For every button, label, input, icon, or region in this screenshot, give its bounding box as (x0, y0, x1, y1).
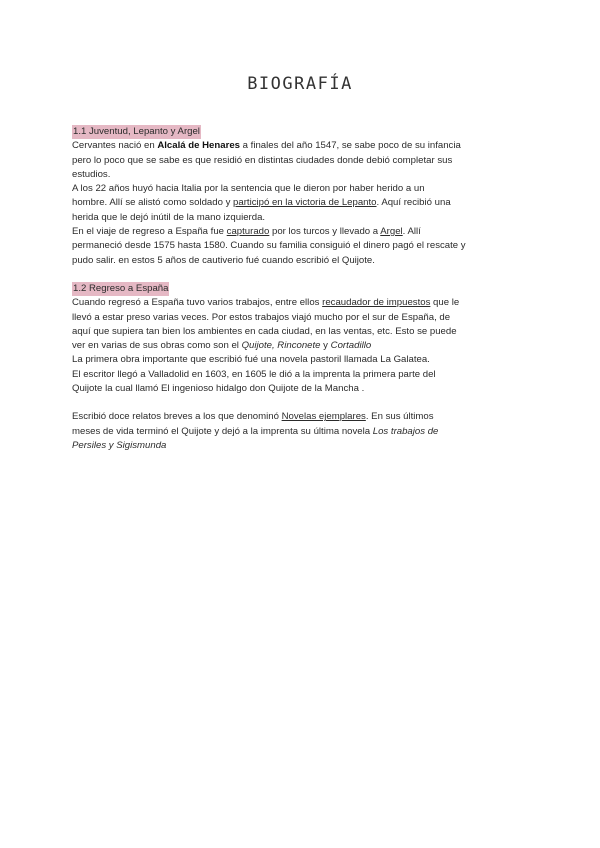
paragraph-line: estudios. (72, 168, 111, 180)
section-gap (72, 396, 534, 410)
section-heading-highlight: 1.1 Juventud, Lepanto y Argel (72, 125, 201, 139)
paragraph-line: herida que le dejó inútil de la mano izquierda. (72, 211, 266, 223)
italic-text: Cortadillo (330, 340, 372, 352)
text-span: meses de vida terminó el Quijote y dejó a la imprenta su última novela (72, 425, 373, 437)
text-span: a finales del año 1547, se sabe poco de su infancia (240, 140, 461, 152)
underlined-text: Novelas ejemplares (281, 411, 366, 423)
paragraph-line: aquí que supiera tan bien los ambientes en cada ciudad, en las ventas, etc. Esto se puede (72, 325, 457, 337)
italic-text: Quijote, Rinconete (241, 340, 321, 352)
text-span: En el viaje de regreso a España fue (72, 226, 227, 238)
paragraph-line: Persiles y Sigismunda (72, 439, 167, 451)
paragraph-line (72, 425, 534, 439)
text-span: hombre. Allí se alistó como soldado y (72, 197, 234, 209)
section-gap (72, 268, 534, 282)
italic-text: Los trabajos de (372, 425, 439, 437)
underlined-text: participó en la victoria de Lepanto (233, 197, 377, 209)
text-span: Escribió doce relatos breves a los que denominó (72, 411, 282, 423)
section-heading (72, 282, 534, 296)
text-span: . Allí (402, 226, 421, 238)
page-title: BIOGRAFÍA (247, 74, 353, 94)
paragraph-line: permaneció desde 1575 hasta 1580. Cuando su familia consiguió el dinero pagó el rescate y (72, 240, 466, 252)
text-span: . En sus últimos (365, 411, 434, 423)
paragraph-line (72, 296, 534, 310)
paragraph-line (72, 225, 534, 239)
bold-text: Alcalá de Henares (157, 140, 240, 152)
paragraph-line (72, 139, 534, 153)
text-span: que le (430, 297, 460, 309)
text-span: Cuando regresó a España tuvo varios trabajos, entre ellos (72, 297, 323, 309)
document-body (72, 125, 534, 453)
paragraph-line (72, 196, 534, 210)
paragraph-line (72, 410, 534, 424)
underlined-text: recaudador de impuestos (322, 297, 431, 309)
section-heading-highlight: 1.2 Regreso a España (72, 282, 169, 296)
paragraph-line: A los 22 años huyó hacia Italia por la sentencia que le dieron por haber herido a un (72, 183, 425, 195)
underlined-text: capturado (226, 226, 270, 238)
paragraph-line: Quijote la cual llamó El ingenioso hidalgo don Quijote de la Mancha . (72, 383, 365, 395)
paragraph-line: llevó a estar preso varias veces. Por estos trabajos viajó mucho por el sur de España, de (72, 311, 451, 323)
text-span: por los turcos y llevado a (269, 226, 381, 238)
underlined-text: Argel (380, 226, 403, 238)
paragraph-line: La primera obra importante que escribió fué una novela pastoril llamada La Galatea. (72, 354, 430, 366)
text-span: y (320, 340, 331, 352)
text-span: . Aquí recibió una (376, 197, 451, 209)
text-span: Cervantes nació en (72, 140, 158, 152)
text-span: ver en varias de sus obras como son el (72, 340, 242, 352)
paragraph-line: pero lo poco que se sabe es que residió en distintas ciudades donde debió completar sus (72, 154, 453, 166)
paragraph-line (72, 339, 534, 353)
paragraph-line: pudo salir. en estos 5 años de cautiverio fué cuando escribió el Quijote. (72, 254, 375, 266)
section-heading (72, 125, 534, 139)
paragraph-line: El escritor llegó a Valladolid en 1603, en 1605 le dió a la imprenta la primera parte del (72, 368, 436, 380)
